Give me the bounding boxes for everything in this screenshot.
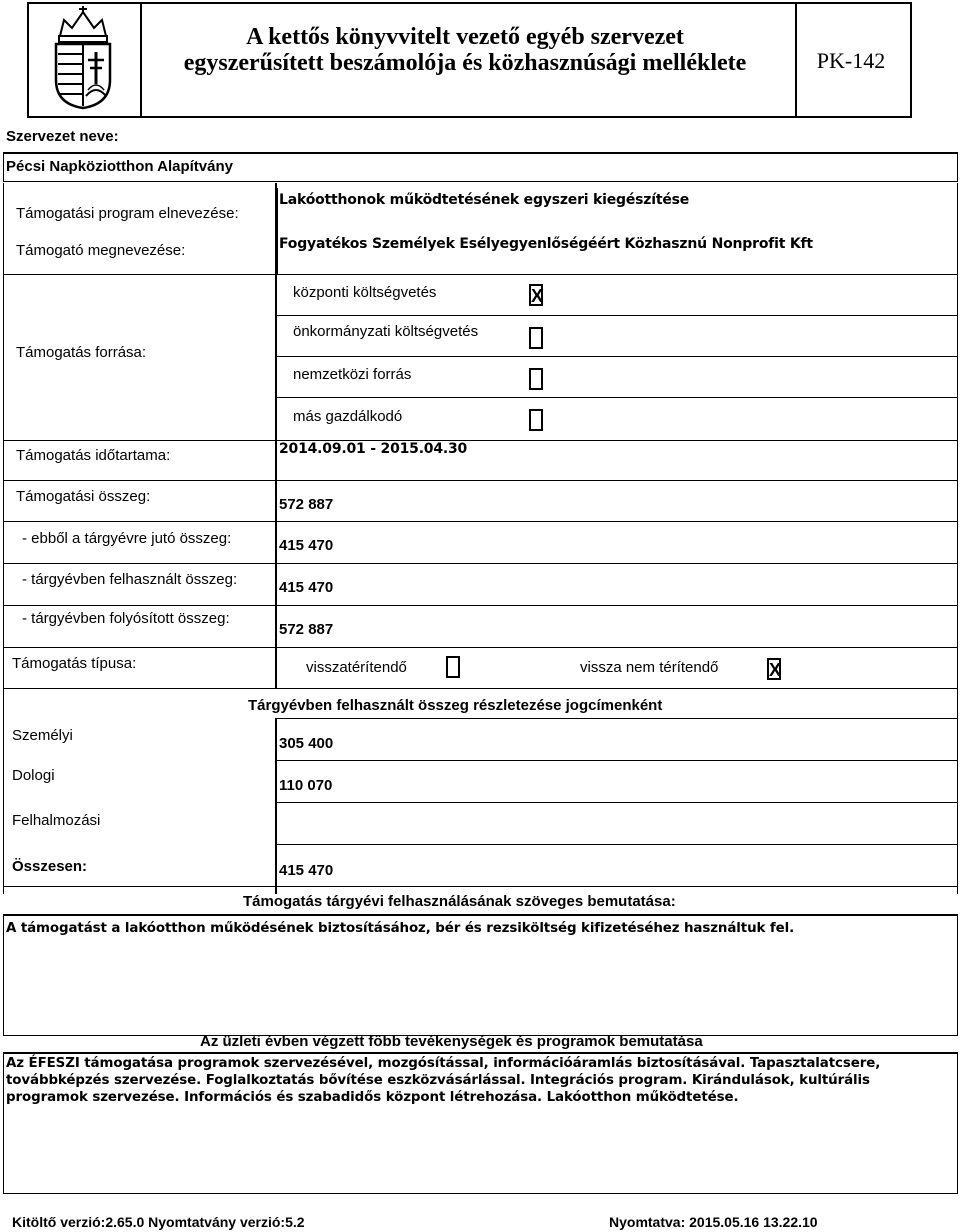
row-divider xyxy=(3,886,958,887)
row-divider xyxy=(277,315,958,316)
sum-field[interactable] xyxy=(277,845,957,886)
row-divider xyxy=(3,688,958,689)
paid-amount-label: - tárgyévben folyósított összeg: xyxy=(22,610,230,627)
source-international-checkbox[interactable] xyxy=(529,368,543,390)
source-option-label: önkormányzati költségvetés xyxy=(293,323,479,340)
form-code: PK-142 xyxy=(816,48,886,73)
program-field-frame-left xyxy=(277,188,278,274)
material-label: Dologi xyxy=(12,767,55,784)
used-amount-label: - tárgyévben felhasznált összeg: xyxy=(22,571,238,588)
org-name-value: Pécsi Napköziotthon Alapítvány xyxy=(6,158,233,175)
row-divider xyxy=(277,356,958,357)
personal-label: Személyi xyxy=(12,727,73,744)
used-amount-field[interactable] xyxy=(277,564,957,605)
coat-of-arms-icon xyxy=(50,6,116,110)
total-amount-label: Támogatási összeg: xyxy=(16,488,151,505)
program-section-bottom xyxy=(3,274,958,275)
duration-value: 2014.09.01 - 2015.04.30 xyxy=(279,441,468,457)
org-name-label: Szervezet neve: xyxy=(6,128,119,145)
footer-version: Kitöltő verzió:2.65.0 Nyomtatvány verzió:5.2 xyxy=(12,1214,305,1230)
source-option-label: központi költségvetés xyxy=(293,284,437,301)
breakdown-heading: Tárgyévben felhasznált összeg részletezése jogcímenként xyxy=(248,697,663,714)
refundable-checkbox[interactable] xyxy=(446,656,460,678)
source-option-label: más gazdálkodó xyxy=(293,408,403,425)
used-amount-value: 415 470 xyxy=(279,579,334,596)
paid-amount-value: 572 887 xyxy=(279,621,334,638)
check-mark-icon: X xyxy=(769,660,782,680)
sum-label: Összesen: xyxy=(12,858,88,875)
source-option-label: nemzetközi forrás xyxy=(293,366,412,383)
capital-field[interactable] xyxy=(277,803,957,844)
year-amount-field[interactable] xyxy=(277,522,957,563)
supporter-value: Fogyatékos Személyek Esélyegyenlőségéért Közhasznú Nonprofit Kft xyxy=(279,236,813,252)
total-amount-value: 572 887 xyxy=(279,496,334,513)
non-refundable-label: vissza nem térítendő xyxy=(580,659,719,676)
activities-text: Az ÉFESZI támogatása programok szervezésével, mozgósítással, információáramlás biztosításával. Tapasztalatcsere, továbbképzés szervezése. Foglalkoztatás bővítése eszközvásárlással. Integrációs program. Kirándulások, kultúrális programok szervezése. Információs és szabadidős központ létrehozása. Lakóotthon működtetése. xyxy=(6,1056,881,1105)
source-other-business-checkbox[interactable] xyxy=(529,409,543,431)
personal-field[interactable] xyxy=(277,719,957,760)
support-type-label: Támogatás típusa: xyxy=(12,655,137,672)
refundable-label: visszatérítendő xyxy=(306,659,407,676)
year-amount-value: 415 470 xyxy=(279,537,334,554)
program-label: Támogatási program elnevezése: xyxy=(16,205,239,222)
paid-amount-field[interactable] xyxy=(277,606,957,647)
source-local-budget-checkbox[interactable] xyxy=(529,327,543,349)
form-title xyxy=(140,24,790,76)
form-title-line2: egyszerűsített beszámolója és közhasznúsági melléklete xyxy=(183,50,747,76)
activities-heading: Az üzleti évben végzett főbb tevékenységek és programok bemutatása xyxy=(200,1033,703,1050)
material-field[interactable] xyxy=(277,761,957,802)
usage-text: A támogatást a lakóotthon működésének biztosításához, bér és rezsiköltség kifizetéséhez használtuk fel. xyxy=(6,921,795,936)
total-amount-field[interactable] xyxy=(277,481,957,521)
material-value: 110 070 xyxy=(279,777,333,794)
row-divider xyxy=(3,647,958,648)
row-divider xyxy=(277,397,958,398)
supporter-label: Támogató megnevezése: xyxy=(16,242,186,259)
year-amount-label: - ebből a tárgyévre jutó összeg: xyxy=(22,530,232,547)
source-label: Támogatás forrása: xyxy=(16,344,147,361)
footer-print-date: Nyomtatva: 2015.05.16 13.22.10 xyxy=(609,1214,818,1230)
personal-value: 305 400 xyxy=(279,735,334,752)
usage-heading: Támogatás tárgyévi felhasználásának szöveges bemutatása: xyxy=(243,893,676,910)
sum-value: 415 470 xyxy=(279,862,334,879)
capital-label: Felhalmozási xyxy=(12,812,101,829)
duration-label: Támogatás időtartama: xyxy=(16,447,171,464)
form-title-line1: A kettős könyvvitelt vezető egyéb szervezet xyxy=(246,24,684,50)
program-value: Lakóotthonok működtetésének egyszeri kiegészítése xyxy=(279,192,690,208)
non-refundable-checkbox[interactable] xyxy=(767,658,781,680)
source-central-budget-checkbox[interactable] xyxy=(529,284,543,306)
check-mark-icon: X xyxy=(531,286,544,306)
